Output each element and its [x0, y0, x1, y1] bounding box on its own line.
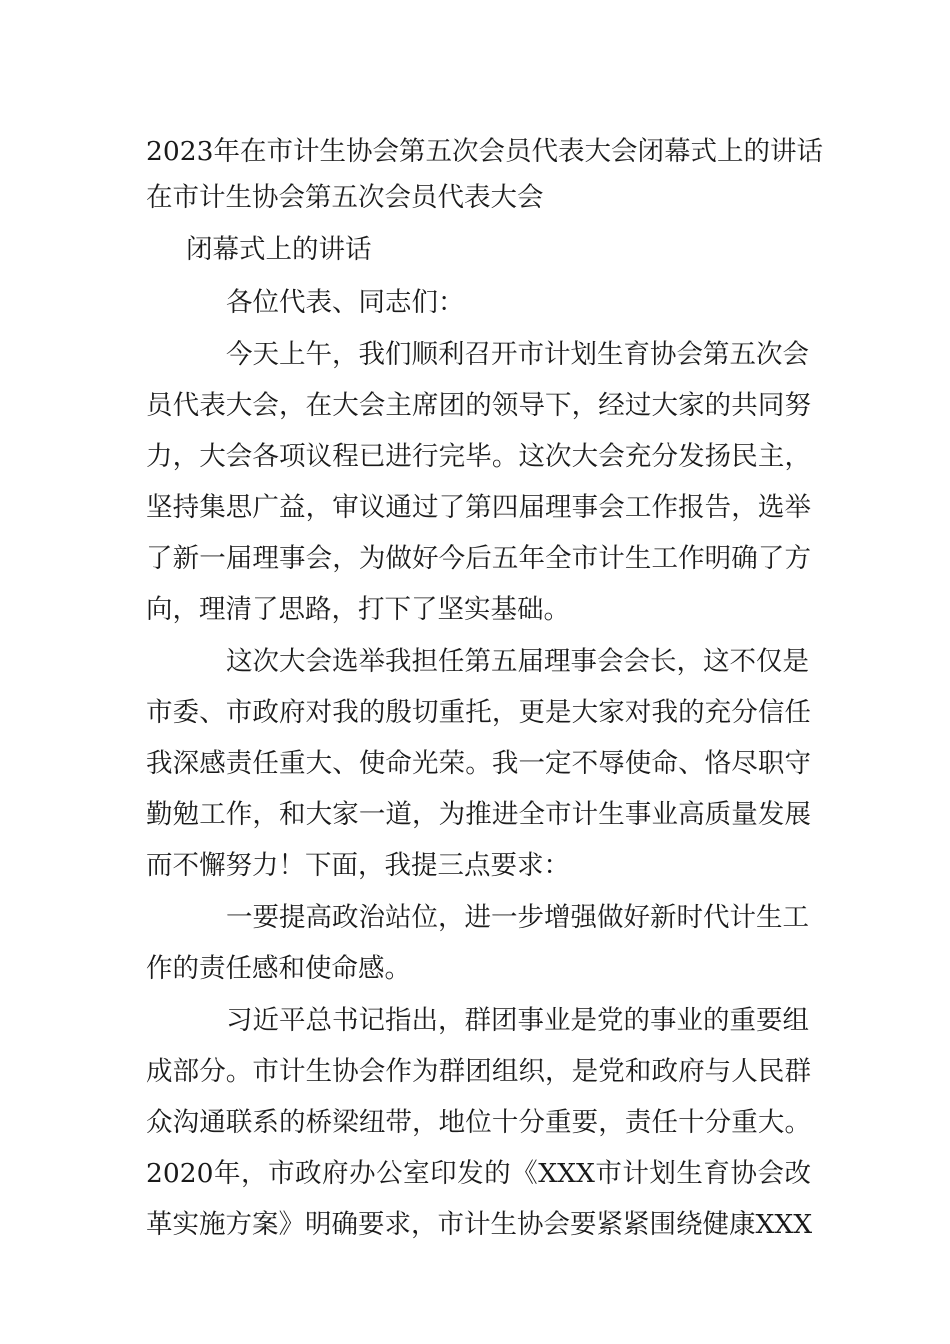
- paragraph-4-line-4: 2020年，市政府办公室印发的《XXX市计划生育协会改: [146, 1158, 811, 1189]
- paragraph-1-line-3: 力，大会各项议程已进行完毕。这次大会充分发扬民主，: [146, 441, 811, 472]
- paragraph-1-line-6: 向，理清了思路，打下了坚实基础。: [146, 594, 570, 625]
- paragraph-1-line-1: 今天上午，我们顺利召开市计划生育协会第五次会: [226, 339, 809, 370]
- paragraph-4-line-3: 众沟通联系的桥梁纽带，地位十分重要，责任十分重大。: [146, 1107, 811, 1138]
- paragraph-4-line-1: 习近平总书记指出，群团事业是党的事业的重要组: [226, 1005, 809, 1036]
- paragraph-3-line-1: 一要提高政治站位，进一步增强做好新时代计生工: [226, 902, 809, 933]
- paragraph-1-line-2: 员代表大会，在大会主席团的领导下，经过大家的共同努: [146, 390, 811, 421]
- paragraph-4-line-2: 成部分。市计生协会作为群团组织，是党和政府与人民群: [146, 1056, 811, 1087]
- paragraph-4-line-5: 革实施方案》明确要求，市计生协会要紧紧围绕健康XXX: [146, 1209, 813, 1240]
- paragraph-1-line-5: 了新一届理事会，为做好今后五年全市计生工作明确了方: [146, 543, 811, 574]
- salutation: 各位代表、同志们：: [226, 287, 465, 318]
- paragraph-2-line-1: 这次大会选举我担任第五届理事会会长，这不仅是: [226, 646, 809, 677]
- paragraph-2-line-4: 勤勉工作，和大家一道，为推进全市计生事业高质量发展: [146, 799, 811, 830]
- paragraph-3-line-2: 作的责任感和使命感。: [146, 953, 411, 984]
- document-title-line: 2023年在市计生协会第五次会员代表大会闭幕式上的讲话: [146, 136, 823, 167]
- paragraph-2-line-3: 我深感责任重大、使命光荣。我一定不辱使命、恪尽职守: [146, 748, 811, 779]
- document-subtitle-line-2: 闭幕式上的讲话: [186, 234, 372, 265]
- paragraph-2-line-2: 市委、市政府对我的殷切重托，更是大家对我的充分信任: [146, 697, 811, 728]
- paragraph-1-line-4: 坚持集思广益，审议通过了第四届理事会工作报告，选举: [146, 492, 811, 523]
- paragraph-2-line-5: 而不懈努力！下面，我提三点要求：: [146, 850, 570, 881]
- document-subtitle-line: 在市计生协会第五次会员代表大会: [146, 182, 544, 213]
